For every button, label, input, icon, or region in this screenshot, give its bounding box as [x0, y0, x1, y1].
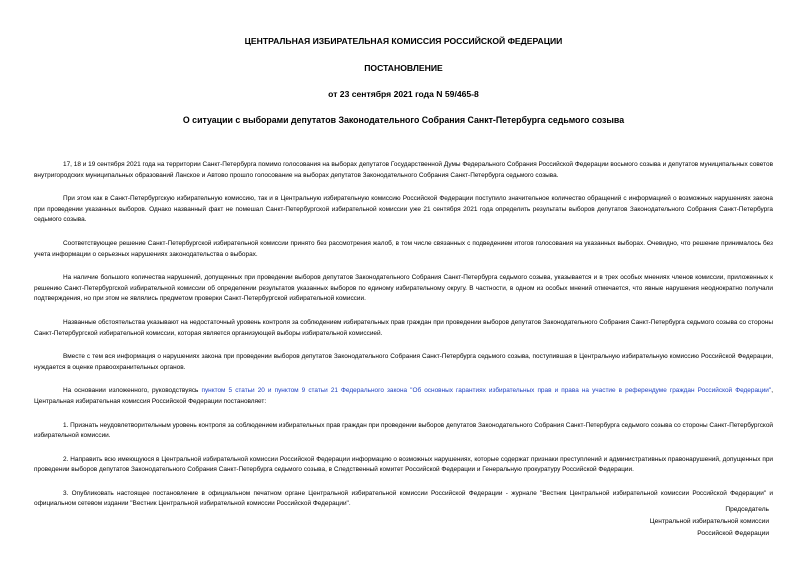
document-date-number: от 23 сентября 2021 года N 59/465-8 — [328, 89, 479, 99]
document-header — [34, 36, 773, 126]
paragraph-1: 17, 18 и 19 сентября 2021 года на территории Санкт-Петербурга помимо голосования на выборах депутатов Государственной Думы Федерального Собрания Российской Федерации восьмого созыва и депутатов муниципальных советов внутригородских муниципальных образований Ланское и Автово прошло голосование на выборах депутатов Законодательного Собрания Санкт-Петербурга седьмого созыва. — [34, 161, 773, 179]
issuing-authority: ЦЕНТРАЛЬНАЯ ИЗБИРАТЕЛЬНАЯ КОМИССИЯ РОССИЙСКОЙ ФЕДЕРАЦИИ — [244, 36, 563, 46]
paragraph-2: При этом как в Санкт-Петербургскую избирательную комиссию, так и в Центральную избирательную комиссию Российской Федерации поступило значительное количество обращений с информацией о возможных нарушениях закона при проведении указанных выборов. Однако названный факт не помешал Санкт-Петербургской избирательной комиссии уже 21 сентября 2021 года определить результаты выборов депутатов Законодательного Собрания Санкт-Петербурга седьмого созыва. — [34, 195, 773, 224]
resolution-item-3: 3. Опубликовать настоящее постановление в официальном печатном органе Центральной избирательной комиссии Российской Федерации - журнале "Вестник Центральной избирательной комиссии Российской Федерации" и официальном сетевом издании "Вестник Центральной избирательной комиссии Российской Федерации". — [34, 489, 773, 508]
paragraph-7-lead: На основании изложенного, руководствуясь — [63, 387, 202, 395]
law-reference-link[interactable]: пунктом 5 статьи 20 и пунктом 9 статьи 21 Федерального закона "Об основных гарантиях избирательных прав и права на участие в референдуме граждан Российской Федерации" — [201, 387, 772, 395]
paragraph-7-tail: , Центральная избирательная комиссия Российской Федерации постановляет: — [34, 387, 773, 405]
paragraph-4: На наличие большого количества нарушений, допущенных при проведении выборов депутатов Законодательного Собрания Санкт-Петербурга седьмого созыва, указывается и в трех особых мнениях членов комиссии, приложенных к решению Санкт-Петербургской избирательной комиссии об определении результатов указанных выборов по единому избирательному округу. В частности, в одном из особых мнений отмечается, что явные нарушения неоднократно получали подтверждения, но при этом не являлись предметом проверки Санкт-Петербургской избирательной комиссии. — [34, 274, 773, 303]
signature-block — [650, 504, 769, 540]
document-body — [34, 160, 773, 510]
signature-line-1: Председатель — [725, 506, 769, 513]
document-title: О ситуации с выборами депутатов Законодательного Собрания Санкт-Петербурга седьмого созыва — [182, 115, 625, 125]
resolution-item-1: 1. Признать неудовлетворительным уровень контроля за соблюдением избирательных прав граждан при проведении выборов депутатов Законодательного Собрания Санкт-Петербурга седьмого созыва со стороны Санкт-Петербургской избирательной комиссии. — [34, 421, 773, 440]
signature-line-2: Центральной избирательной комиссии — [649, 518, 769, 525]
paragraph-7 — [34, 386, 773, 407]
paragraph-6: Вместе с тем вся информация о нарушениях закона при проведении выборов депутатов Законодательного Собрания Санкт-Петербурга седьмого созыва, поступившая в Центральную избирательную комиссию Российской Федерации, нуждается в оценке правоохранительных органов. — [34, 353, 773, 371]
resolution-item-2: 2. Направить всю имеющуюся в Центральной избирательной комиссии Российской Федерации информацию о возможных нарушениях, которые содержат признаки преступлений и административных правонарушений, допущенных при проведении выборов депутатов Законодательного Собрания Санкт-Петербурга седьмого созыва, в Следственный комитет Российской Федерации и Генеральную прокуратуру Российской Федерации. — [34, 455, 773, 474]
document-type: ПОСТАНОВЛЕНИЕ — [364, 63, 443, 73]
signature-line-3: Российской Федерации — [697, 530, 769, 537]
paragraph-3: Соответствующее решение Санкт-Петербургской избирательной комиссии принято без рассмотрения жалоб, в том числе связанных с подведением итогов голосования на указанных выборах. Очевидно, что решение принималось без учета информации о серьезных нарушениях законодательства о выборах. — [34, 239, 773, 258]
paragraph-5: Названные обстоятельства указывают на недостаточный уровень контроля за соблюдением избирательных прав граждан при проведении выборов депутатов Законодательного Собрания Санкт-Петербурга седьмого созыва со стороны Санкт-Петербургской избирательной комиссии, которая является организующей выборы избирательной комиссией. — [34, 318, 773, 337]
